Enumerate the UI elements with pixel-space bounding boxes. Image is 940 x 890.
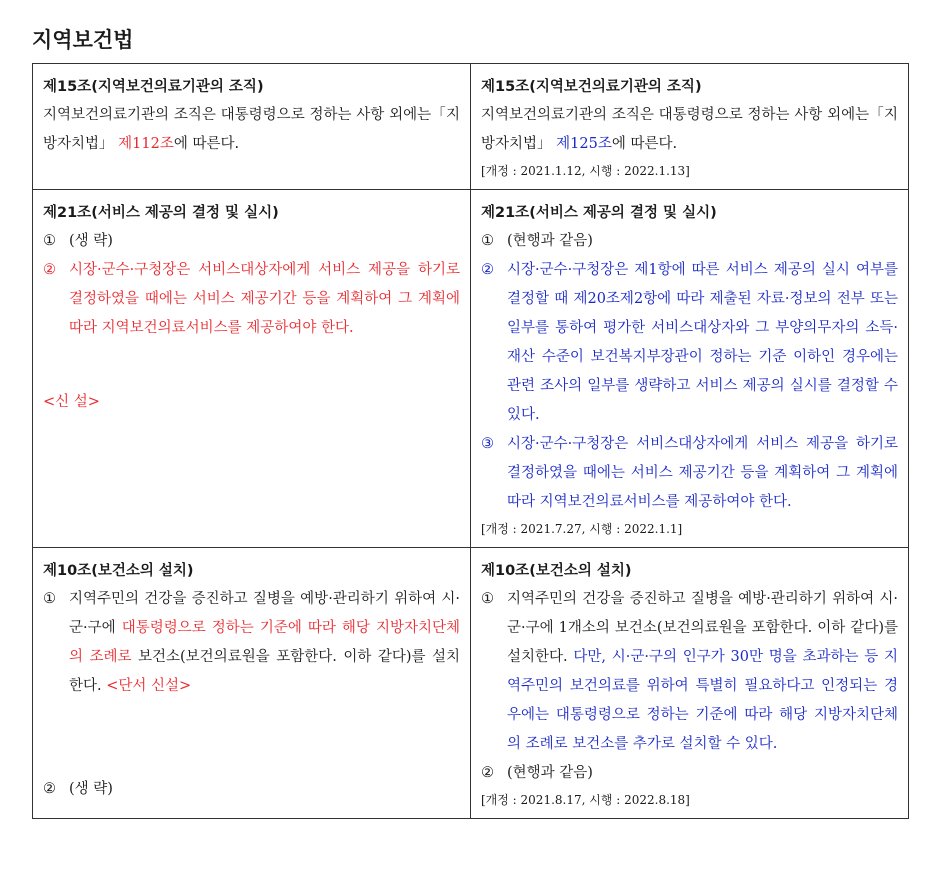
clause-text (507, 585, 898, 759)
clause-number: ① (481, 591, 494, 607)
clause-text: (현행과 같음) (507, 765, 593, 781)
page-title: 지역보건법 (32, 28, 134, 52)
clause-number: ② (481, 765, 494, 781)
clause-1 (481, 585, 898, 759)
cell-current-art10 (33, 548, 471, 819)
revision-note: [개정 : 2021.8.17, 시행 : 2022.8.18] (481, 793, 690, 807)
new-provision-label: <신 설> (43, 394, 100, 410)
clause-text: 시장·군수·구청장은 제1항에 따른 서비스 제공의 실시 여부를 결정할 때 제20조제2항에 따라 제출된 자료·정보의 전부 또는 일부를 통하여 평가한 서비스대상자와 그 부양의무자의 소득·재산 수준이 보건복지부장관이 정하는 기준 이하인 경우에는 관련 조사의 일부를 생략하고 서비스 제공의 실시를 결정할 수 있다. (507, 262, 898, 423)
clause-number: ③ (481, 436, 494, 452)
clause-number: ① (43, 591, 56, 607)
clause-number: ② (43, 781, 56, 797)
text-normal: 지역주민의 건강을 증진하고 질병을 예방·관리하기 위하여 시·군·구에 1개소의 보건소(보건의료원을 포함한다. 이하 같다)를 설치한다. (507, 591, 898, 665)
clause-text: (생 략) (69, 233, 113, 249)
cell-revised-art21 (471, 190, 909, 548)
table-row (33, 548, 909, 819)
clause-2 (481, 759, 898, 788)
clause-text: 시장·군수·구청장은 서비스대상자에게 서비스 제공을 하기로 결정하였을 때에는 서비스 제공기간 등을 계획하여 그 계획에 따라 지역보건의료서비스를 제공하여야 한다. (69, 262, 460, 336)
clause-text: (현행과 같음) (507, 233, 593, 249)
text-normal: 에 따른다. (611, 136, 678, 152)
article-heading: 제15조(지역보건의료기관의 조직) (481, 79, 702, 95)
spacer (43, 701, 460, 775)
article-text (43, 101, 460, 159)
clause-1 (43, 585, 460, 701)
text-normal: 지역보건의료기관의 조직은 대통령령으로 정하는 사항 외에는「지방자치법」 (43, 107, 460, 152)
clause-2 (43, 256, 460, 343)
text-changed-red: 대통령령으로 정하는 기준에 따라 해당 지방자치단체의 조례로 (69, 620, 461, 665)
clause-text: 시장·군수·구청장은 서비스대상자에게 서비스 제공을 하기로 결정하였을 때에는 서비스 제공기간 등을 계획하여 그 계획에 따라 지역보건의료서비스를 제공하여야 한다. (507, 436, 898, 510)
table-row (33, 190, 909, 548)
cell-current-art15 (33, 64, 471, 190)
article-heading: 제10조(보건소의 설치) (481, 563, 632, 579)
text-normal: 지역보건의료기관의 조직은 대통령령으로 정하는 사항 외에는「지방자치법」 (481, 107, 898, 152)
clause-text (69, 585, 460, 701)
text-changed-blue: 제125조 (556, 136, 612, 152)
new-proviso-label: <단서 신설> (106, 678, 192, 694)
text-normal: 에 따른다. (173, 136, 240, 152)
clause-3 (481, 430, 898, 517)
article-text (481, 101, 898, 159)
comparison-table (32, 63, 909, 819)
table-row (33, 64, 909, 190)
cell-revised-art10 (471, 548, 909, 819)
article-heading: 제21조(서비스 제공의 결정 및 실시) (481, 205, 717, 221)
clause-1 (481, 227, 898, 256)
clause-2 (43, 775, 460, 804)
clause-2 (481, 256, 898, 430)
clause-text: (생 략) (69, 781, 113, 797)
revision-note: [개정 : 2021.7.27, 시행 : 2022.1.1] (481, 522, 683, 536)
cell-current-art21 (33, 190, 471, 548)
text-changed-red: 제112조 (118, 136, 174, 152)
cell-revised-art15 (471, 64, 909, 190)
text-normal: 보건소(보건의료원을 포함한다. 이하 같다)를 설치한다. (69, 649, 460, 694)
clause-1 (43, 227, 460, 256)
clause-number: ① (43, 233, 56, 249)
spacer (43, 343, 460, 388)
clause-number: ② (43, 262, 56, 278)
text-normal: 지역주민의 건강을 증진하고 질병을 예방·관리하기 위하여 시·군·구에 (69, 591, 460, 636)
article-heading: 제21조(서비스 제공의 결정 및 실시) (43, 205, 279, 221)
clause-number: ② (481, 262, 494, 278)
text-changed-blue: 다만, 시·군·구의 인구가 30만 명을 초과하는 등 지역주민의 보건의료를 위하여 특별히 필요하다고 인정되는 경우에는 대통령령으로 정하는 기준에 따라 해당 지방자치단체의 조례로 보건소를 추가로 설치할 수 있다. (507, 649, 899, 752)
article-heading: 제15조(지역보건의료기관의 조직) (43, 79, 264, 95)
article-heading: 제10조(보건소의 설치) (43, 563, 194, 579)
revision-note: [개정 : 2021.1.12, 시행 : 2022.1.13] (481, 164, 690, 178)
clause-number: ① (481, 233, 494, 249)
